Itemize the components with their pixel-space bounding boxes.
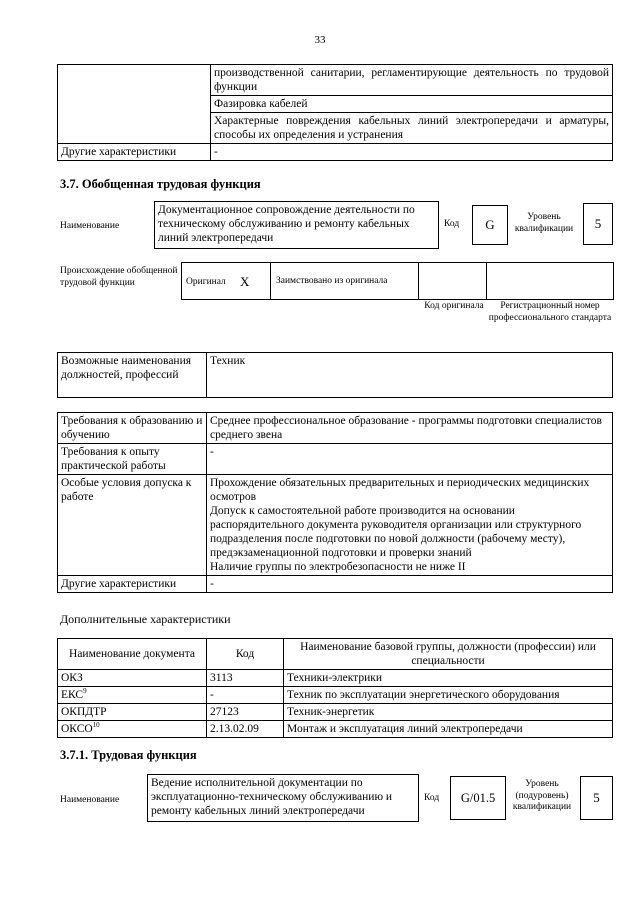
additional-name: Техник по эксплуатации энергетического оборудования [284, 687, 613, 704]
section-heading-3-7: 3.7. Обобщенная трудовая функция [60, 177, 261, 191]
additional-table [57, 638, 613, 738]
requirement-value [207, 475, 613, 576]
origin-divider [270, 263, 271, 299]
origin-box [181, 262, 614, 300]
requirement-value: - [207, 444, 613, 475]
gtf-code-label: Код [444, 219, 460, 229]
table-row [58, 670, 613, 687]
gtf-code-value: G [472, 205, 508, 245]
gtf-name-label: Наименование [60, 221, 120, 231]
additional-doc [58, 670, 207, 687]
tf-name-value: Ведение исполнительной документации по эксплуатационно-техническому обслуживанию и ремонту кабельных линий электропередачи [147, 774, 419, 822]
positions-value: Техник [207, 353, 613, 398]
requirements-table [57, 412, 613, 593]
additional-code: 27123 [207, 704, 284, 721]
requirement-row [58, 444, 613, 475]
requirement-label: Другие характеристики [58, 576, 207, 593]
requirement-line: Прохождение обязательных предварительных и периодических медицинских осмотров [210, 477, 590, 503]
requirement-value: - [207, 576, 613, 593]
borrowed-label: Заимствовано из оригинала [276, 276, 388, 286]
requirement-line: Допуск к самостоятельной работе производится на основании распорядительного документа руководителя организации или структурного подразделения после подготовки по новой должности (рабочему месту), предэкзаменационной подготовки и проверки знаний [210, 505, 582, 559]
requirement-row [58, 576, 613, 593]
additional-code: 2.13.02.09 [207, 721, 284, 738]
top-table-row: Фазировка кабелей [211, 96, 613, 113]
top-table-other-value: - [211, 144, 613, 161]
additional-doc [58, 687, 207, 704]
section-heading-3-7-1: 3.7.1. Трудовая функция [60, 748, 197, 762]
top-table-row: Характерные повреждения кабельных линий электропередачи и арматуры, способы их определения и устранения [211, 113, 613, 144]
origin-divider [486, 263, 487, 299]
additional-name: Техники-электрики [284, 670, 613, 687]
requirement-label: Требования к образованию и обучению [58, 413, 207, 444]
top-table-other-label: Другие характеристики [58, 144, 211, 161]
gtf-level-label: Уровень квалификации [514, 212, 574, 234]
code-original-caption: Код оригинала [424, 301, 484, 311]
requirement-value: Среднее профессиональное образование - программы подготовки специалистов среднего звена [207, 413, 613, 444]
requirement-label: Особые условия допуска к работе [58, 475, 207, 576]
origin-label: Происхождение обобщенной трудовой функции [60, 266, 178, 288]
original-label: Оригинал [186, 277, 226, 287]
reg-number-caption: Регистрационный номер профессионального стандарта [488, 301, 612, 323]
additional-title: Дополнительные характеристики [60, 612, 231, 626]
additional-doc [58, 721, 207, 738]
additional-name: Техник-энергетик [284, 704, 613, 721]
positions-label: Возможные наименования должностей, профессий [58, 353, 207, 398]
tf-level-value: 5 [580, 776, 613, 820]
table-row [58, 687, 613, 704]
original-mark: X [240, 274, 250, 289]
tf-name-label: Наименование [60, 795, 120, 805]
doc-name: ОКСО [61, 723, 93, 735]
additional-header: Наименование документа [58, 639, 207, 670]
gtf-level-value: 5 [583, 203, 613, 245]
requirement-line: Наличие группы по электробезопасности не ниже II [210, 561, 466, 573]
table-row [58, 721, 613, 738]
requirement-row [58, 413, 613, 444]
top-table-row: производственной санитарии, регламентирующие деятельность по трудовой функции [211, 65, 613, 96]
top-table-empty-cell [58, 65, 211, 144]
additional-header: Код [207, 639, 284, 670]
page-number: 33 [314, 34, 326, 46]
additional-code: 3113 [207, 670, 284, 687]
footnote-mark: 10 [92, 721, 100, 730]
top-table [57, 64, 613, 161]
tf-level-label: Уровень (подуровень) квалификации [512, 779, 572, 812]
origin-divider [418, 263, 419, 299]
tf-code-value: G/01.5 [450, 776, 506, 820]
doc-name: ЕКС [61, 689, 84, 701]
additional-header: Наименование базовой группы, должности (профессии) или специальности [284, 639, 613, 670]
doc-name: ОКПДТР [61, 706, 107, 718]
doc-name: ОКЗ [61, 672, 83, 684]
gtf-name-value: Документационное сопровождение деятельности по техническому обслуживанию и ремонту кабельных линий электропередачи [154, 201, 439, 249]
footnote-mark: 9 [83, 687, 87, 696]
tf-code-label: Код [424, 793, 440, 803]
additional-code: - [207, 687, 284, 704]
additional-doc [58, 704, 207, 721]
additional-name: Монтаж и эксплуатация линий электропередачи [284, 721, 613, 738]
positions-table [57, 352, 613, 398]
requirement-row [58, 475, 613, 576]
requirement-label: Требования к опыту практической работы [58, 444, 207, 475]
table-row [58, 704, 613, 721]
